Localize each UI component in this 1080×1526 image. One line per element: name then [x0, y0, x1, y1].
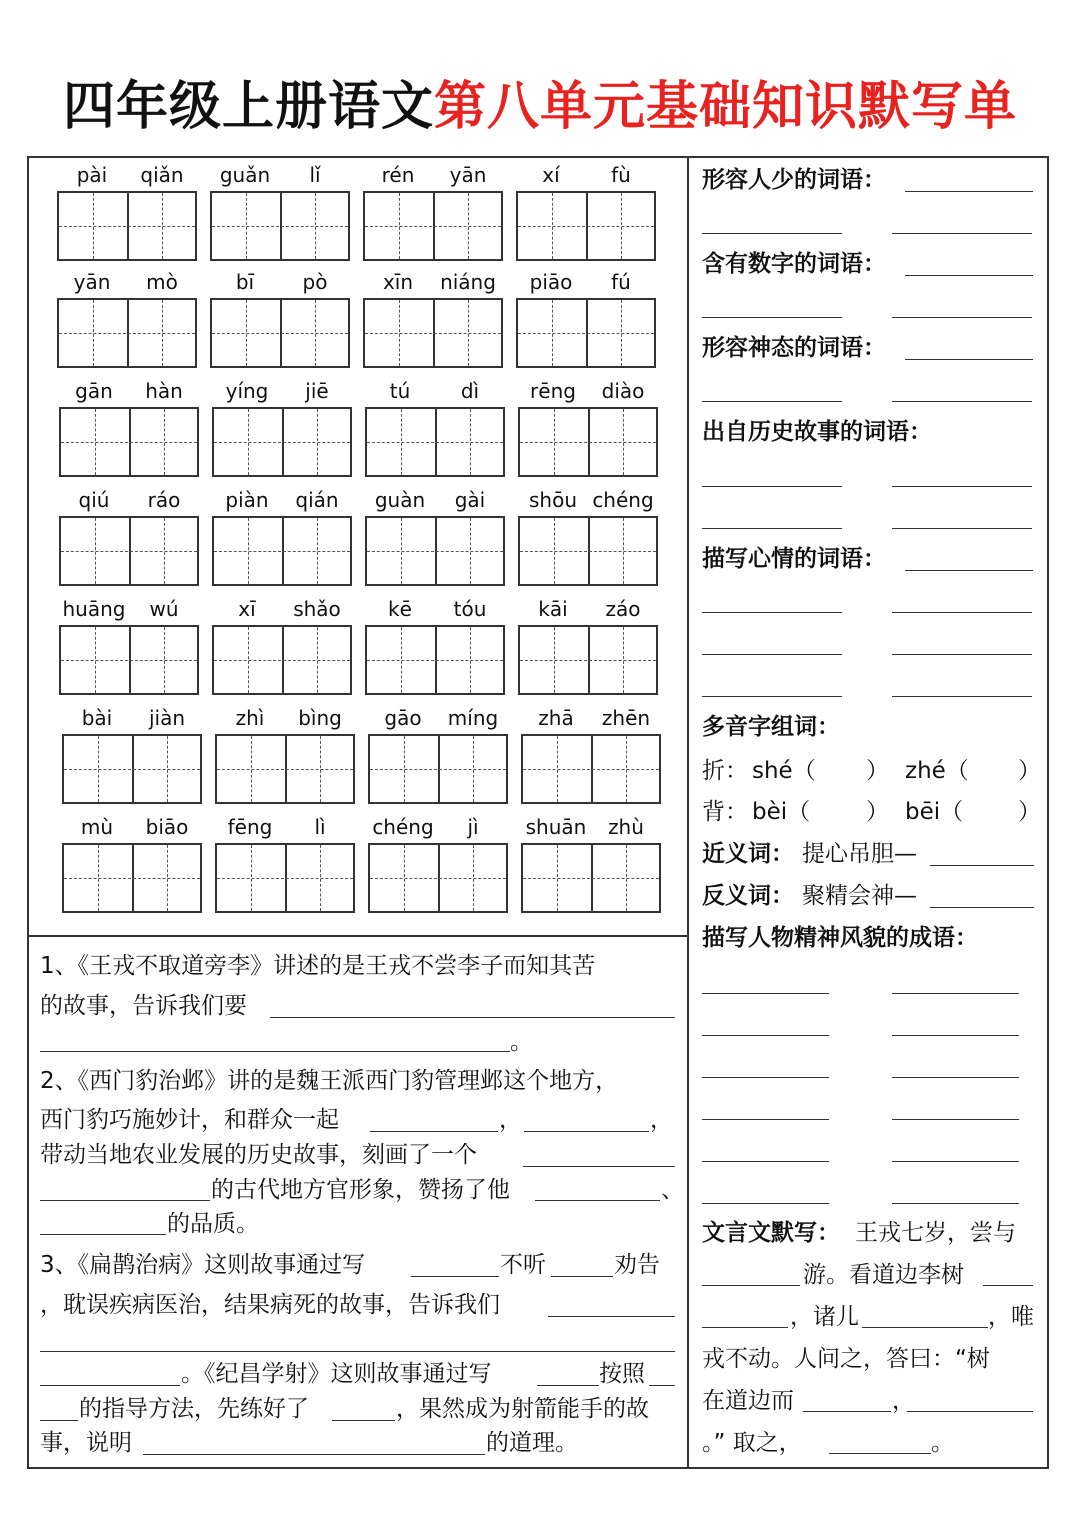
q3-line-1c: 劝告 [614, 1252, 660, 1278]
answer-line[interactable] [803, 1411, 891, 1412]
history-label: 出自历史故事的词语： [702, 419, 932, 445]
answer-line[interactable] [892, 696, 1032, 697]
answer-line[interactable] [905, 359, 1033, 360]
pinyin-label [215, 706, 355, 732]
writing-box[interactable] [212, 516, 352, 586]
pinyin-syllable: rēng [530, 379, 576, 403]
q2-line-3: 带动当地农业发展的历史故事，刻画了一个 [40, 1142, 477, 1168]
pinyin-label [215, 815, 355, 841]
answer-line[interactable] [892, 1203, 1019, 1204]
pinyin-label [365, 488, 505, 514]
answer-line[interactable] [905, 570, 1033, 571]
answer-line[interactable] [983, 1285, 1033, 1286]
pinyin-label [212, 488, 352, 514]
classical-line-3b: ，唯 [988, 1304, 1034, 1330]
answer-line[interactable] [905, 191, 1033, 192]
writing-box[interactable] [59, 516, 199, 586]
idioms-label: 描写人物精神风貌的成语： [702, 925, 978, 951]
pinyin-syllable: shǎo [293, 597, 341, 621]
answer-line[interactable] [892, 1077, 1019, 1078]
pinyin-label [363, 163, 503, 189]
pinyin-syllable: chéng [592, 488, 654, 512]
writing-box[interactable] [368, 734, 508, 804]
classical-label: 文言文默写： [702, 1220, 840, 1246]
pinyin-syllable: záo [605, 597, 641, 621]
column-divider [687, 156, 689, 1469]
pinyin-label [518, 597, 658, 623]
writing-box[interactable] [62, 843, 202, 913]
writing-box[interactable] [368, 843, 508, 913]
poly2-b: bēi（ [905, 799, 964, 825]
pinyin-label [518, 379, 658, 405]
pinyin-syllable: niáng [440, 270, 496, 294]
q3-line-6b: 的道理。 [486, 1430, 578, 1456]
writing-box[interactable] [363, 298, 503, 368]
pinyin-syllable: lǐ [309, 163, 321, 187]
synonym-word: 提心吊胆— [802, 841, 917, 867]
pinyin-syllable: rén [381, 163, 415, 187]
pinyin-label [210, 163, 350, 189]
q1-line-1: 1、《王戎不取道旁李》讲述的是王戎不尝李子而知其苦 [40, 953, 596, 979]
answer-line[interactable] [892, 612, 1032, 613]
few-people-label: 形容人少的词语： [702, 167, 886, 193]
writing-box[interactable] [215, 734, 355, 804]
pinyin-label [57, 163, 197, 189]
classical-line-5a: 在道边而 [702, 1388, 794, 1414]
writing-box[interactable] [363, 191, 503, 261]
writing-box[interactable] [210, 298, 350, 368]
pinyin-syllable: yíng [225, 379, 269, 403]
pinyin-syllable: bài [81, 706, 113, 730]
pinyin-syllable: dì [460, 379, 480, 403]
q3-line-5a: 的指导方法，先练好了 [79, 1396, 309, 1422]
answer-line[interactable] [524, 1131, 649, 1132]
pinyin-syllable: chéng [372, 815, 434, 839]
writing-box[interactable] [521, 734, 661, 804]
writing-box[interactable] [518, 516, 658, 586]
answer-line[interactable] [892, 1035, 1019, 1036]
answer-line[interactable] [551, 1276, 613, 1277]
answer-line[interactable] [548, 1316, 675, 1317]
pinyin-syllable: zhā [538, 706, 574, 730]
answer-line[interactable] [930, 907, 1034, 908]
poly2-char: 背： [702, 799, 748, 825]
answer-line[interactable] [702, 1285, 800, 1286]
antonym-word: 聚精会神— [802, 883, 917, 909]
answer-line[interactable] [892, 233, 1032, 234]
classical-line-2: 游。看道边李树 [803, 1262, 964, 1288]
pinyin-label [368, 815, 508, 841]
pinyin-syllable: bìng [298, 706, 342, 730]
q3-line-4a: 。《纪昌学射》这则故事通过写 [181, 1361, 492, 1387]
pinyin-syllable: gān [75, 379, 113, 403]
answer-line[interactable] [892, 1161, 1019, 1162]
pinyin-syllable: kāi [538, 597, 568, 621]
pinyin-syllable: huāng [62, 597, 126, 621]
writing-box[interactable] [59, 407, 199, 477]
answer-line[interactable] [702, 1119, 829, 1120]
answer-line[interactable] [702, 317, 842, 318]
answer-line[interactable] [702, 1077, 829, 1078]
pinyin-syllable: diào [601, 379, 645, 403]
pinyin-syllable: qián [295, 488, 339, 512]
q2-line-2: 西门豹巧施妙计，和群众一起 [40, 1107, 339, 1133]
writing-box[interactable] [365, 516, 505, 586]
pinyin-label [363, 270, 503, 296]
answer-line[interactable] [930, 865, 1034, 866]
q1-line-2: 的故事，告诉我们要 [40, 993, 247, 1019]
pinyin-label [516, 270, 656, 296]
writing-box[interactable] [62, 734, 202, 804]
pinyin-syllable: jiàn [148, 706, 186, 730]
pinyin-syllable: jì [467, 815, 479, 839]
answer-line[interactable] [40, 1051, 510, 1052]
q3-line-5b: ，果然成为射箭能手的故 [396, 1396, 649, 1422]
answer-line[interactable] [537, 1385, 599, 1386]
answer-line[interactable] [702, 1035, 829, 1036]
q3-line-6a: 事，说明 [40, 1430, 132, 1456]
q1-end: 。 [510, 1029, 533, 1055]
pinyin-syllable: zhēn [601, 706, 651, 730]
poly1-char: 折： [702, 758, 748, 784]
pinyin-syllable: hàn [145, 379, 183, 403]
title-black: 四年级上册语文 [62, 77, 434, 137]
answer-line[interactable] [907, 1411, 1033, 1412]
pinyin-syllable: mò [146, 270, 178, 294]
pinyin-syllable: piāo [529, 270, 573, 294]
pinyin-syllable: xī [238, 597, 256, 621]
answer-line[interactable] [702, 1203, 829, 1204]
pinyin-syllable: míng [447, 706, 499, 730]
q2-line-1: 2、《西门豹治邺》讲的是魏王派西门豹管理邺这个地方， [40, 1068, 619, 1094]
writing-box[interactable] [57, 191, 197, 261]
pinyin-syllable: lì [314, 815, 326, 839]
pinyin-syllable: tóu [453, 597, 487, 621]
pinyin-syllable: jiē [305, 379, 329, 403]
answer-line[interactable] [649, 1385, 675, 1386]
classical-line-6a: 。” 取之， [702, 1430, 802, 1456]
pinyin-syllable: qiú [78, 488, 110, 512]
q2-line-4: 的古代地方官形象，赞扬了他 [211, 1177, 510, 1203]
poly2-b-close: ） [1018, 799, 1041, 825]
pinyin-syllable: shōu [528, 488, 577, 512]
poly2-a-close: ） [866, 799, 889, 825]
pinyin-label [212, 597, 352, 623]
answer-line[interactable] [892, 654, 1032, 655]
answer-line[interactable] [892, 1119, 1019, 1120]
pinyin-syllable: zhì [235, 706, 265, 730]
answer-line[interactable] [702, 993, 829, 994]
answer-line[interactable] [332, 1420, 395, 1421]
pinyin-syllable: kē [388, 597, 412, 621]
pinyin-syllable: fù [611, 163, 631, 187]
pinyin-syllable: fēng [227, 815, 273, 839]
answer-line[interactable] [702, 486, 842, 487]
pinyin-syllable: yān [73, 270, 111, 294]
pinyin-syllable: yān [449, 163, 487, 187]
title-red: 第八单元基础知识默写单 [434, 77, 1018, 137]
answer-line[interactable] [702, 528, 842, 529]
pinyin-label [210, 270, 350, 296]
pinyin-syllable: biāo [145, 815, 189, 839]
pinyin-label [368, 706, 508, 732]
q3-line-1b: 不听 [500, 1252, 546, 1278]
pinyin-syllable: tú [389, 379, 411, 403]
answer-line[interactable] [40, 1385, 180, 1386]
writing-box[interactable] [212, 407, 352, 477]
page-title [0, 64, 1080, 139]
answer-line[interactable] [40, 1200, 210, 1201]
pinyin-syllable: gāo [384, 706, 422, 730]
pinyin-syllable: zhù [608, 815, 644, 839]
answer-line[interactable] [892, 486, 1032, 487]
pinyin-label [62, 706, 202, 732]
answer-line[interactable] [702, 1327, 788, 1328]
answer-line[interactable] [40, 1420, 78, 1421]
synonym-label: 近义词： [702, 841, 794, 867]
writing-box[interactable] [521, 843, 661, 913]
answer-line[interactable] [892, 993, 1019, 994]
q2-comma-2: ， [650, 1107, 673, 1133]
answer-line[interactable] [905, 275, 1033, 276]
writing-box[interactable] [57, 298, 197, 368]
pinyin-label [518, 488, 658, 514]
polyphonic-label: 多音字组词： [702, 714, 840, 740]
pinyin-label [59, 379, 199, 405]
writing-box[interactable] [365, 625, 505, 695]
pinyin-label [59, 488, 199, 514]
q3-line-4b: 按照 [599, 1361, 645, 1387]
writing-box[interactable] [215, 843, 355, 913]
writing-box[interactable] [212, 625, 352, 695]
antonym-label: 反义词： [702, 883, 794, 909]
answer-line[interactable] [702, 401, 842, 402]
pinyin-syllable: guàn [374, 488, 426, 512]
pinyin-syllable: fú [611, 270, 631, 294]
classical-line-5b: ， [892, 1388, 915, 1414]
poly1-b: zhé（ [905, 758, 969, 784]
pinyin-syllable: piàn [225, 488, 269, 512]
q2-comma-1: ， [499, 1107, 522, 1133]
pinyin-syllable: bī [235, 270, 255, 294]
q3-line-2: ，耽误疾病医治，结果病死的故事，告诉我们 [40, 1292, 500, 1318]
answer-line[interactable] [370, 1131, 498, 1132]
expression-label: 形容神态的词语： [702, 335, 886, 361]
answer-line[interactable] [892, 528, 1032, 529]
answer-line[interactable] [702, 1161, 829, 1162]
pinyin-label [521, 815, 661, 841]
pinyin-syllable: qiǎn [140, 163, 184, 187]
writing-box[interactable] [516, 191, 656, 261]
pinyin-syllable: xīn [382, 270, 414, 294]
q2-dun: 、 [661, 1177, 684, 1203]
writing-box[interactable] [518, 407, 658, 477]
answer-line[interactable] [523, 1166, 675, 1167]
pinyin-label [365, 379, 505, 405]
pinyin-label [62, 815, 202, 841]
writing-box[interactable] [210, 191, 350, 261]
answer-line[interactable] [40, 1351, 675, 1352]
pinyin-syllable: gài [454, 488, 486, 512]
q3-line-1a: 3、《扁鹊治病》这则故事通过写 [40, 1252, 366, 1278]
q2-line-5: 的品质。 [167, 1211, 259, 1237]
pinyin-syllable: mù [80, 815, 114, 839]
answer-line[interactable] [702, 612, 842, 613]
pinyin-syllable: wú [149, 597, 179, 621]
pinyin-label [521, 706, 661, 732]
pinyin-syllable: pài [76, 163, 108, 187]
writing-box[interactable] [59, 625, 199, 695]
numbers-label: 含有数字的词语： [702, 251, 886, 277]
answer-line[interactable] [892, 401, 1032, 402]
pinyin-label [212, 379, 352, 405]
poly1-b-close: ） [1018, 758, 1041, 784]
classical-line-1: 王戎七岁，尝与 [855, 1220, 1016, 1246]
writing-box[interactable] [365, 407, 505, 477]
answer-line[interactable] [143, 1454, 485, 1455]
pinyin-syllable: shuān [525, 815, 587, 839]
poly2-a: bèi（ [752, 799, 811, 825]
writing-box[interactable] [516, 298, 656, 368]
classical-line-4: 戎不动。人问之，答曰：“树 [702, 1346, 990, 1372]
pinyin-syllable: pò [302, 270, 328, 294]
answer-line[interactable] [535, 1200, 660, 1201]
pinyin-syllable: ráo [147, 488, 181, 512]
classical-line-6b: 。 [931, 1430, 954, 1456]
pinyin-label [59, 597, 199, 623]
answer-line[interactable] [702, 233, 842, 234]
answer-line[interactable] [270, 1017, 675, 1018]
answer-line[interactable] [40, 1234, 166, 1235]
pinyin-label [365, 597, 505, 623]
answer-line[interactable] [862, 1327, 988, 1328]
answer-line[interactable] [702, 654, 842, 655]
pinyin-label [516, 163, 656, 189]
pinyin-label [57, 270, 197, 296]
mood-label: 描写心情的词语： [702, 546, 886, 572]
answer-line[interactable] [702, 696, 842, 697]
poly1-a-close: ） [866, 758, 889, 784]
answer-line[interactable] [829, 1453, 931, 1454]
poly1-a: shé（ [752, 758, 816, 784]
writing-box[interactable] [518, 625, 658, 695]
classical-line-3a: ，诸儿 [790, 1304, 859, 1330]
section-divider [27, 935, 688, 937]
pinyin-syllable: guǎn [219, 163, 271, 187]
answer-line[interactable] [892, 317, 1032, 318]
answer-line[interactable] [411, 1276, 499, 1277]
pinyin-syllable: xí [542, 163, 560, 187]
